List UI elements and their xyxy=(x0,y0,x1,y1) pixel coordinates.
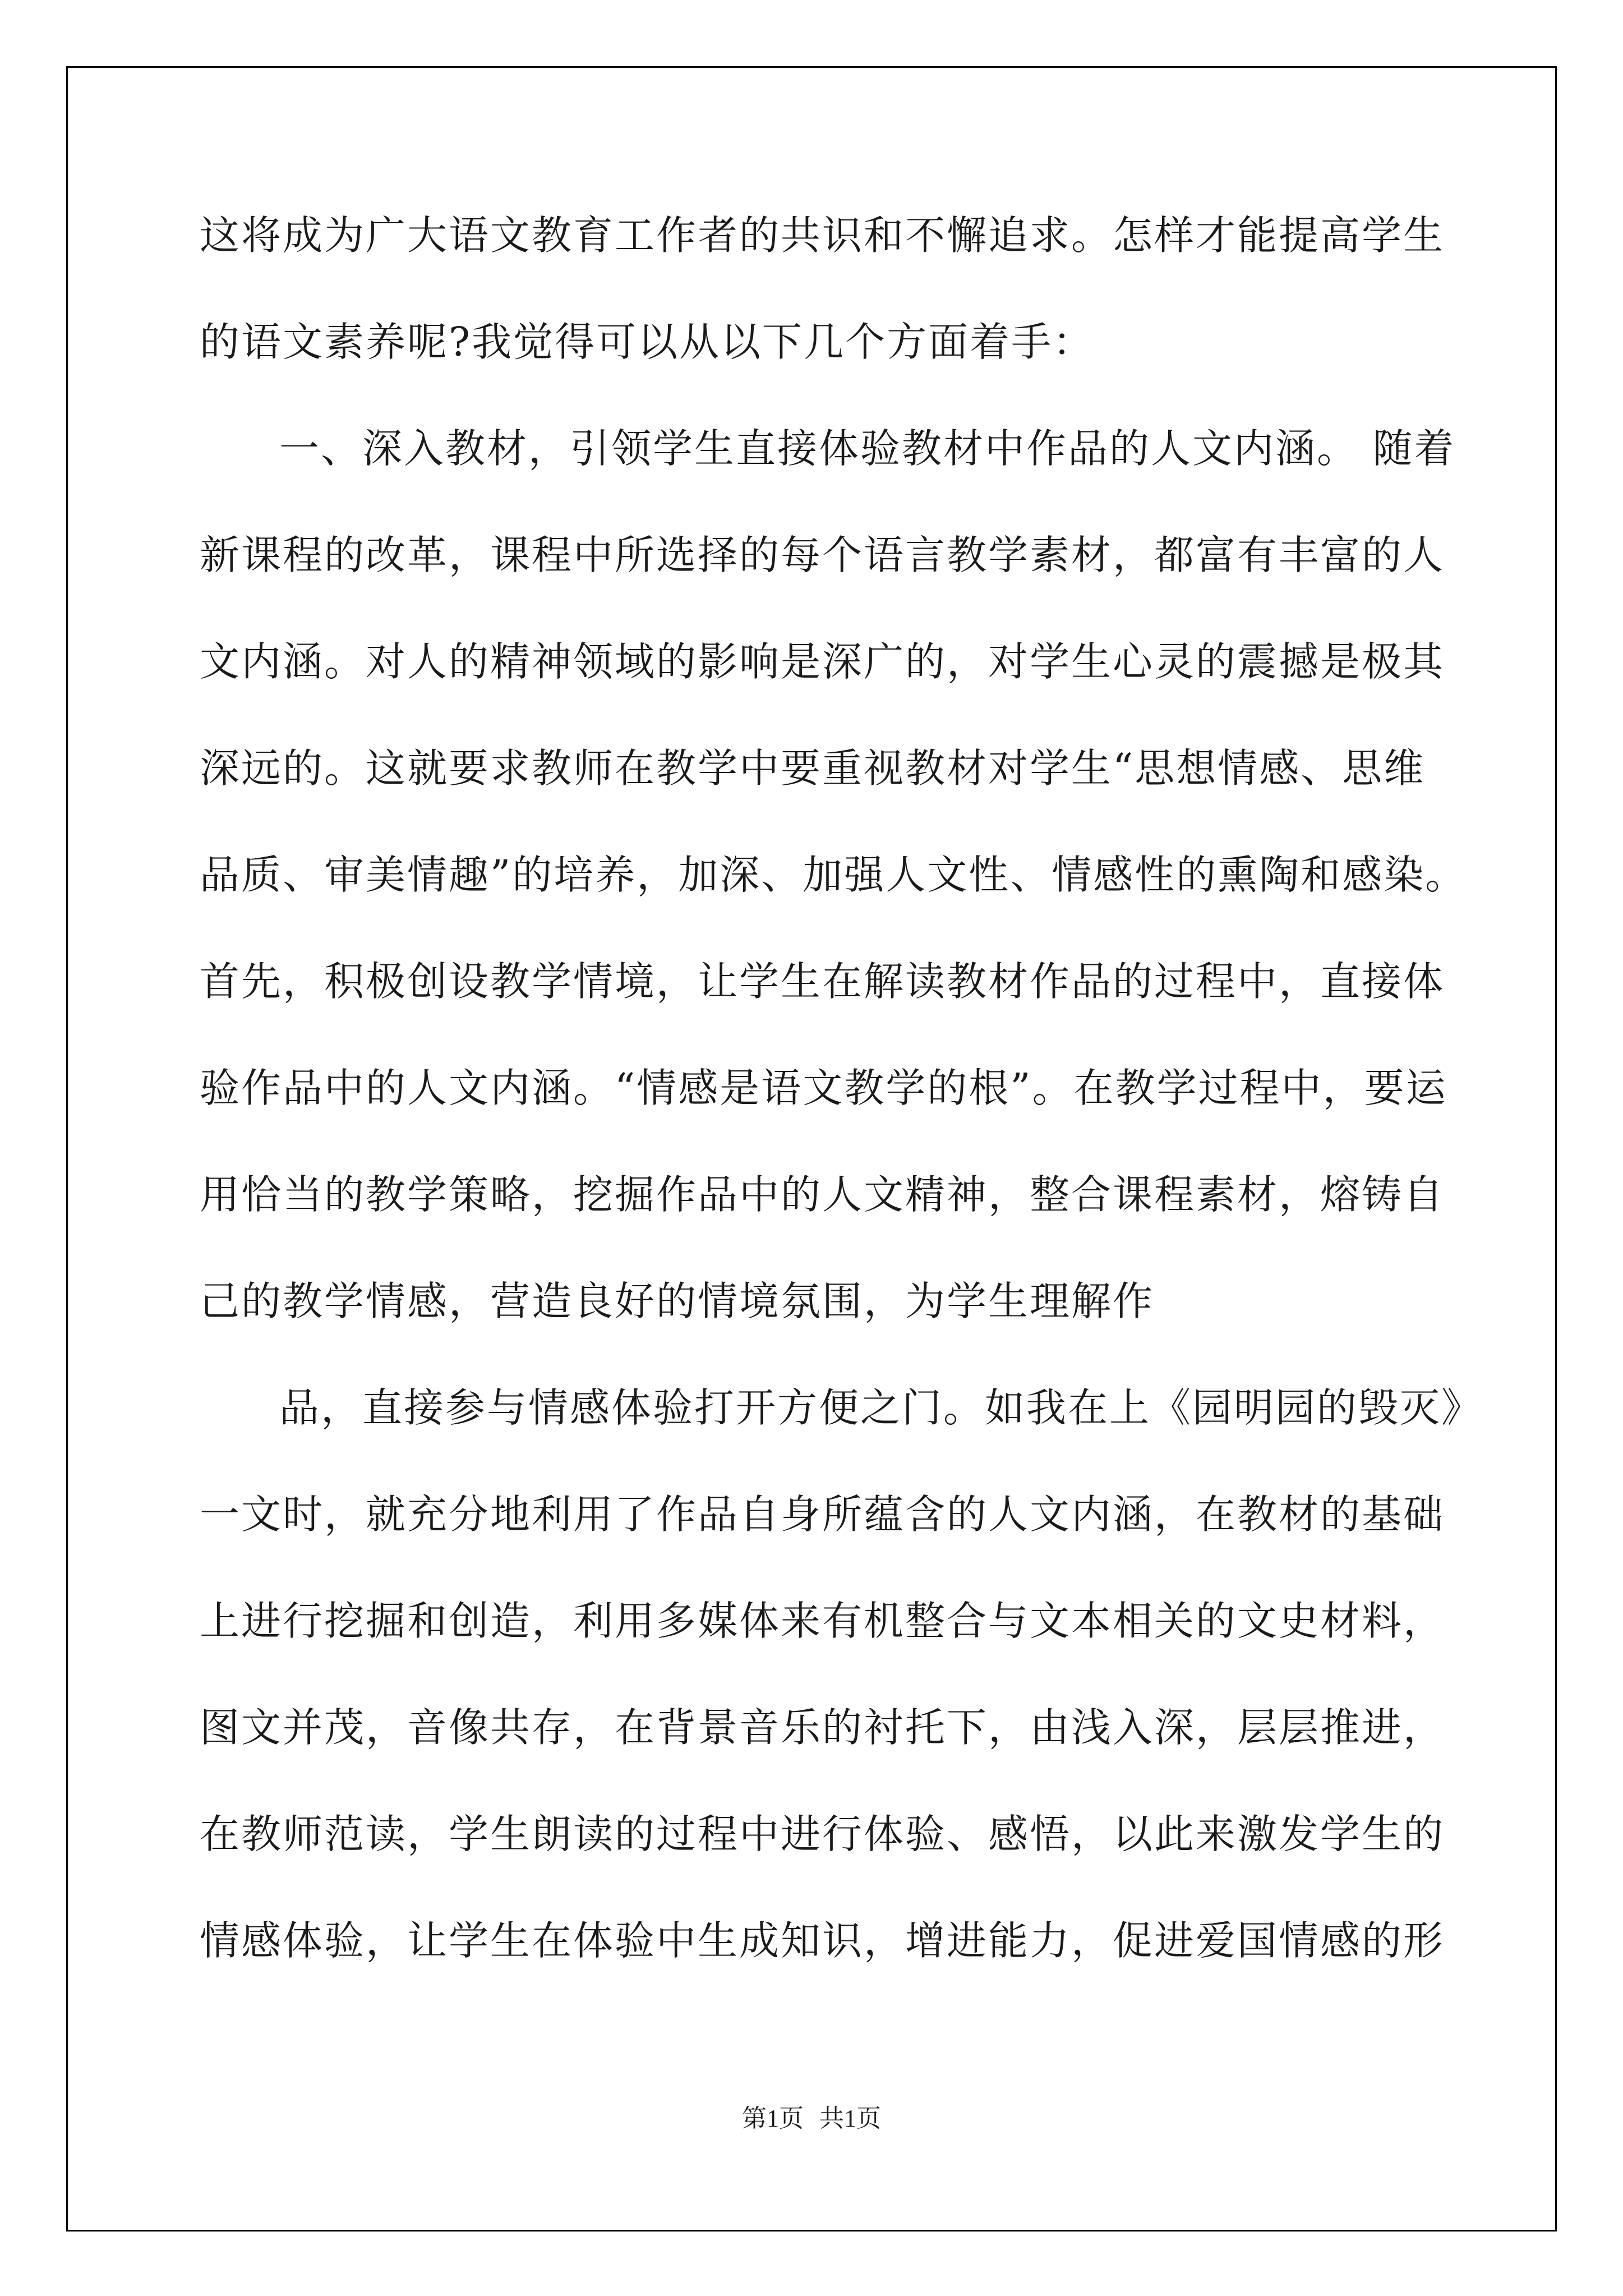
text-line: 在教师范读，学生朗读的过程中进行体验、感悟，以此来激发学生的 xyxy=(200,1811,1445,1857)
page-footer xyxy=(0,2098,1623,2134)
text-line: 上进行挖掘和创造，利用多媒体来有机整合与文本相关的文史材料， xyxy=(200,1598,1445,1644)
text-line: 己的教学情感，营造良好的情境氛围，为学生理解作 xyxy=(200,1278,1155,1324)
text-line: 新课程的改革，课程中所选择的每个语言教学素材，都富有丰富的人 xyxy=(200,532,1445,578)
text-line: 验作品中的人文内涵。“情感是语文教学的根”。在教学过程中，要运 xyxy=(200,1065,1447,1111)
text-line: 情感体验，让学生在体验中生成知识，增进能力，促进爱国情感的形 xyxy=(200,1917,1445,1964)
text-line: 深远的。这就要求教师在教学中要重视教材对学生“思想情感、思维 xyxy=(200,745,1426,792)
text-line: 一文时，就充分地利用了作品自身所蕴含的人文内涵，在教材的基础 xyxy=(200,1491,1445,1538)
text-line: 文内涵。对人的精神领域的影响是深广的，对学生心灵的震撼是极其 xyxy=(200,638,1445,685)
page-total: 共1页 xyxy=(819,2105,881,2132)
text-line: 这将成为广大语文教育工作者的共识和不懈追求。怎样才能提高学生 xyxy=(200,212,1445,259)
page-border xyxy=(66,66,1557,2231)
text-line: 用恰当的教学策略，挖掘作品中的人文精神，整合课程素材，熔铸自 xyxy=(200,1171,1445,1218)
paragraph-first-line: 一、深入教材，引领学生直接体验教材中作品的人文内涵。 随着 xyxy=(279,425,1456,472)
text-line: 首先，积极创设教学情境，让学生在解读教材作品的过程中，直接体 xyxy=(200,958,1445,1005)
paragraph-first-line: 品，直接参与情感体验打开方便之门。如我在上《园明园的毁灭》 xyxy=(279,1384,1483,1431)
text-line: 品质、审美情趣”的培养，加深、加强人文性、情感性的熏陶和感染。 xyxy=(200,852,1467,898)
text-line: 的语文素养呢?我觉得可以从以下几个方面着手： xyxy=(200,319,1095,365)
page-current: 第1页 xyxy=(742,2105,804,2132)
text-line: 图文并茂，音像共存，在背景音乐的衬托下，由浅入深，层层推进， xyxy=(200,1704,1445,1751)
